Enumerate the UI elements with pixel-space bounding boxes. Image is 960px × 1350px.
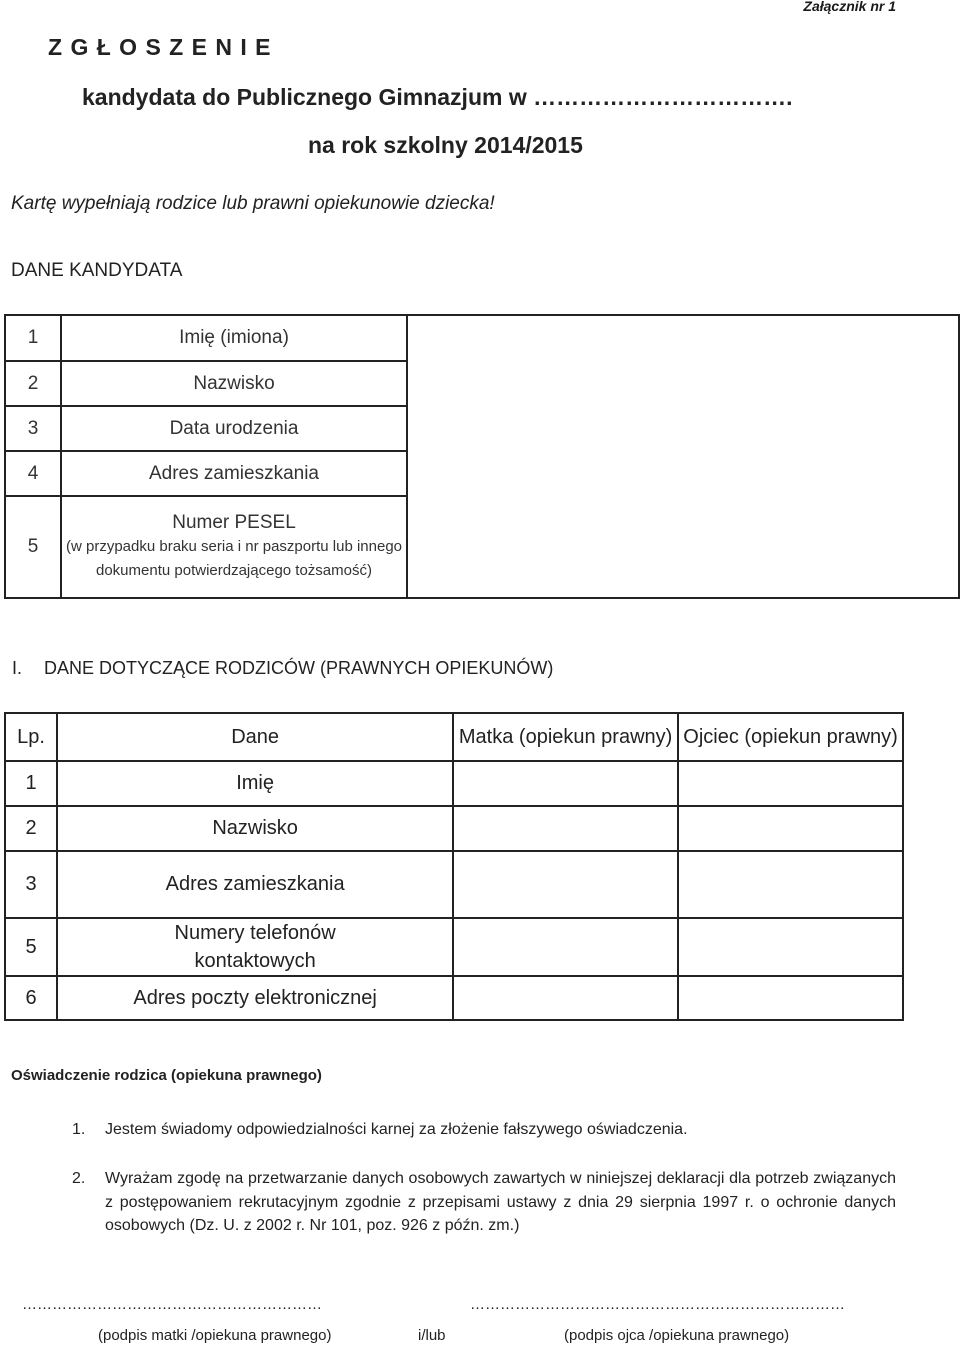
father-cell[interactable] xyxy=(678,976,903,1020)
father-signature-line[interactable]: ………………………………………………………………… xyxy=(470,1296,845,1313)
field-label: Numery telefonów kontaktowych xyxy=(57,918,453,976)
mother-cell[interactable] xyxy=(453,851,678,918)
candidate-section-heading: DANE KANDYDATA xyxy=(11,260,183,281)
declaration-heading: Oświadczenie rodzica (opiekuna prawnego) xyxy=(11,1067,322,1084)
table-header-row xyxy=(5,713,903,761)
column-header-father: Ojciec (opiekun prawny) xyxy=(678,713,903,761)
row-number: 3 xyxy=(5,406,61,451)
field-label: Imię (imiona) xyxy=(61,315,407,361)
signature-or-label: i/lub xyxy=(418,1327,446,1344)
item-number: 1. xyxy=(72,1121,86,1138)
mother-cell[interactable] xyxy=(453,976,678,1020)
candidate-table xyxy=(4,314,960,599)
pesel-label: Numer PESEL xyxy=(172,512,296,533)
school-year: na rok szkolny 2014/2015 xyxy=(308,132,583,158)
section-title: DANE DOTYCZĄCE RODZICÓW (PRAWNYCH OPIEKUNÓW) xyxy=(44,658,554,678)
father-cell[interactable] xyxy=(678,851,903,918)
candidate-answer-area[interactable] xyxy=(407,315,959,598)
item-text: Wyrażam zgodę na przetwarzanie danych osobowych zawartych w niniejszej deklaracji dla potrzeb związanych z postępowaniem rekrutacyjnym zgodnie z przepisami ustawy z dnia 29 sierpnia 1997 r. o ochronie danych osobowych (Dz. U. z 2002 r. Nr 101, poz. 926 z późn. zm.) xyxy=(105,1170,896,1234)
table-row xyxy=(5,976,903,1020)
table-row xyxy=(5,806,903,851)
row-number: 1 xyxy=(5,315,61,361)
column-header-mother: Matka (opiekun prawny) xyxy=(453,713,678,761)
column-header-lp: Lp. xyxy=(5,713,57,761)
field-label: Adres zamieszkania xyxy=(61,451,407,496)
field-label xyxy=(61,496,407,598)
item-number: 2. xyxy=(72,1170,86,1187)
parents-table xyxy=(4,712,904,1021)
declaration-item xyxy=(72,1167,896,1238)
pesel-sublabel: (w przypadku braku seria i nr paszportu lub innego dokumentu potwierdzającego tożsamość) xyxy=(65,538,402,579)
attachment-label: Załącznik nr 1 xyxy=(803,0,896,14)
mother-signature-line[interactable]: …………………………………………………… xyxy=(22,1296,322,1313)
field-label: Adres poczty elektronicznej xyxy=(57,976,453,1020)
table-row xyxy=(5,315,959,361)
field-label: Adres zamieszkania xyxy=(57,851,453,918)
table-row xyxy=(5,761,903,806)
form-title: Z G Ł O S Z E N I E xyxy=(48,34,272,60)
mother-cell[interactable] xyxy=(453,761,678,806)
row-number: 5 xyxy=(5,918,57,976)
field-label: Imię xyxy=(57,761,453,806)
table-row xyxy=(5,851,903,918)
row-number: 4 xyxy=(5,451,61,496)
item-text: Jestem świadomy odpowiedzialności karnej za złożenie fałszywego oświadczenia. xyxy=(105,1121,688,1138)
mother-cell[interactable] xyxy=(453,806,678,851)
field-label: Data urodzenia xyxy=(61,406,407,451)
row-number: 6 xyxy=(5,976,57,1020)
father-cell[interactable] xyxy=(678,806,903,851)
field-label: Nazwisko xyxy=(61,361,407,406)
row-number: 1 xyxy=(5,761,57,806)
declaration-item xyxy=(72,1121,688,1139)
section-number: I. xyxy=(12,658,23,678)
column-header-data: Dane xyxy=(57,713,453,761)
row-number: 2 xyxy=(5,361,61,406)
father-cell[interactable] xyxy=(678,918,903,976)
fill-note: Kartę wypełniają rodzice lub prawni opiekunowie dziecka! xyxy=(11,193,495,214)
mother-cell[interactable] xyxy=(453,918,678,976)
parents-section-heading xyxy=(12,658,553,679)
father-cell[interactable] xyxy=(678,761,903,806)
father-signature-caption: (podpis ojca /opiekuna prawnego) xyxy=(564,1327,790,1344)
row-number: 5 xyxy=(5,496,61,598)
table-row xyxy=(5,918,903,976)
mother-signature-caption: (podpis matki /opiekuna prawnego) xyxy=(98,1327,332,1344)
row-number: 3 xyxy=(5,851,57,918)
field-label: Nazwisko xyxy=(57,806,453,851)
row-number: 2 xyxy=(5,806,57,851)
form-subtitle: kandydata do Publicznego Gimnazjum w ……………………………. xyxy=(82,84,793,110)
